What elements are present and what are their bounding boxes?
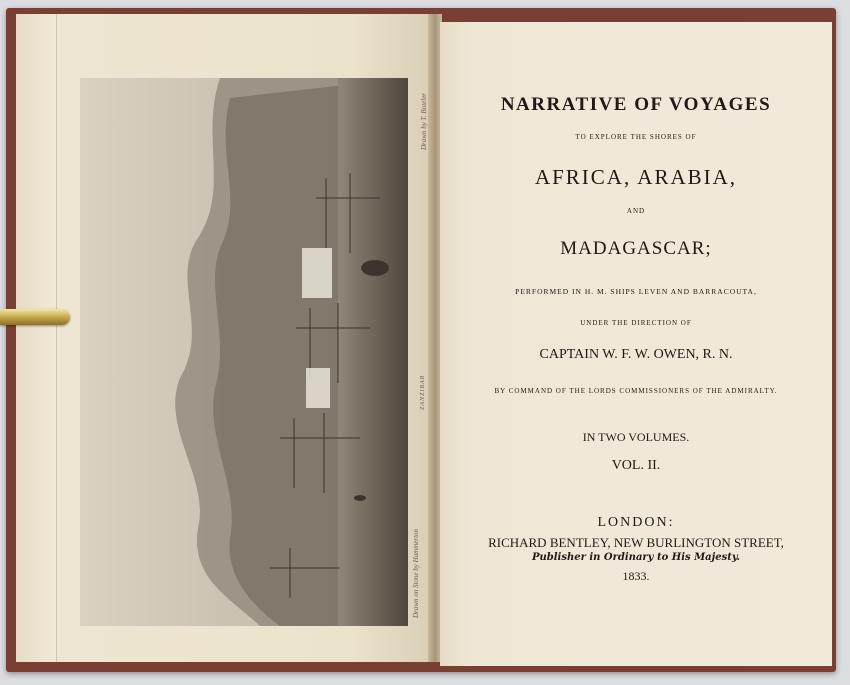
place-line: LONDON: xyxy=(597,515,675,530)
frontispiece-credit: Drawn on Stone by Hammerton xyxy=(412,528,420,618)
frontispiece-credit-top: Drawn by T. Boteler xyxy=(420,92,428,150)
pen xyxy=(0,309,70,325)
volume-number: VOL. II. xyxy=(611,458,661,473)
title-line: NARRATIVE OF VOYAGES xyxy=(500,94,772,115)
direction-line: UNDER THE DIRECTION OF xyxy=(580,319,692,327)
ships-line: PERFORMED IN H. M. SHIPS LEVEN AND BARRACOUTA, xyxy=(515,287,757,296)
subtitle-line: TO EXPLORE THE SHORES OF xyxy=(575,133,697,141)
captain-line: CAPTAIN W. F. W. OWEN, R. N. xyxy=(539,347,733,362)
sea xyxy=(338,78,408,626)
conjunction-line: AND xyxy=(626,207,646,215)
publisher-line: RICHARD BENTLEY, NEW BURLINGTON STREET, xyxy=(488,535,784,550)
publisher-title-line: Publisher in Ordinary to His Majesty. xyxy=(531,552,741,563)
region-line-2: MADAGASCAR; xyxy=(560,238,712,259)
region-line: AFRICA, ARABIA, xyxy=(534,165,738,189)
frontispiece-engraving xyxy=(80,78,408,626)
year-line: 1833. xyxy=(622,569,650,583)
volumes-line: IN TWO VOLUMES. xyxy=(582,430,690,444)
left-page-edge xyxy=(16,14,57,662)
admiralty-line: BY COMMAND OF THE LORDS COMMISSIONERS OF THE ADMIRALTY. xyxy=(494,387,778,395)
frontispiece-plate-title: ZANZIBAR xyxy=(420,374,426,410)
